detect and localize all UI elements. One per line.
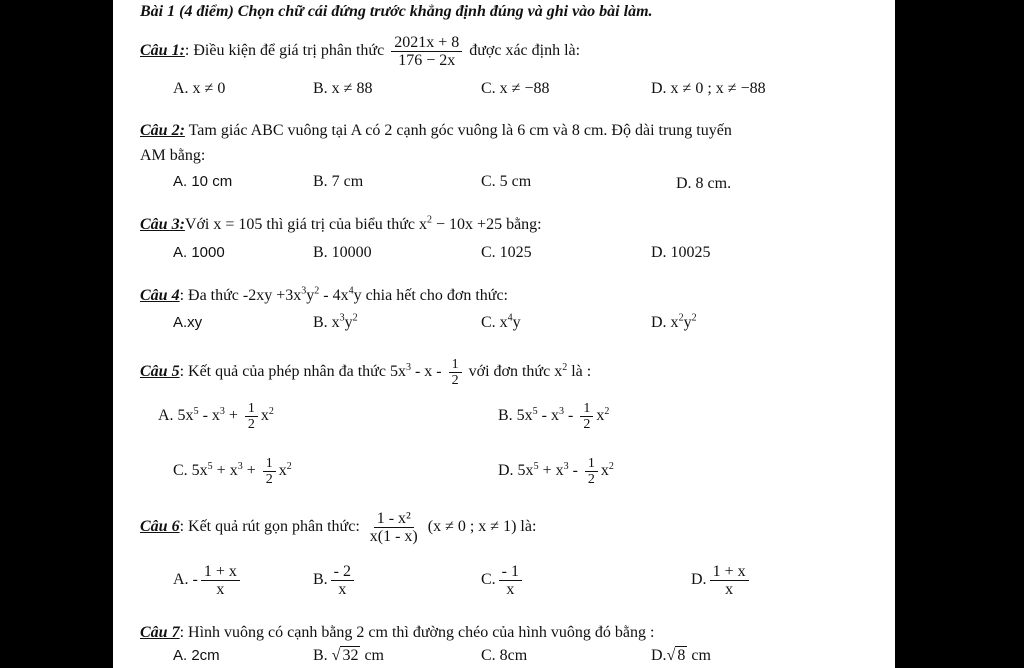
question-1-text: : Điều kiện để giá trị phân thức bbox=[184, 42, 385, 60]
q7-option-a: A. 2cm bbox=[173, 647, 220, 664]
q3-option-b: B. 10000 bbox=[313, 244, 372, 261]
q1-option-c: C. x ≠ −88 bbox=[481, 80, 550, 97]
q4-option-c: C. $x^4y$ bbox=[481, 312, 521, 331]
question-7: Câu 7: Hình vuông có cạnh bằng 2 cm thì đường chéo của hình vuông đó bằng : bbox=[140, 624, 655, 641]
question-5-label: Câu 5 bbox=[140, 363, 180, 381]
q5-option-b: B. $5x^5 - x^3$ - $\frac{1}{2}$ $x^2$ bbox=[498, 401, 610, 432]
question-3: Câu 3:Với x = 105 thì giá trị của biểu thức $x^2 - 10x +25$ bằng: bbox=[140, 214, 542, 233]
question-6-fraction: $\frac{\text{1 - x²}}{x(1 - x)}$ bbox=[369, 510, 418, 545]
q1-option-a: A. x ≠ 0 bbox=[173, 80, 226, 97]
question-5-fraction: $\frac{1}{2}$ bbox=[449, 357, 462, 388]
question-1-fraction: $\frac{2021x + 8}{176 - 2x}$ bbox=[391, 34, 462, 69]
q5-option-c: C. $5x^5 + x^3$ + $\frac{1}{2}$ $x^2$ bbox=[173, 456, 292, 487]
q2-option-c: C. 5 cm bbox=[481, 173, 532, 190]
q4-option-b: B. $x^3y^2$ bbox=[313, 312, 358, 331]
q2-option-a: A. 10 cm bbox=[173, 173, 233, 190]
q2-option-d: D. 8 cm. bbox=[676, 175, 732, 192]
question-6-label: Câu 6 bbox=[140, 518, 180, 536]
q7-option-d: D.√ 8 cm bbox=[651, 647, 711, 664]
q4-option-a: A.xy bbox=[173, 314, 203, 331]
question-2 bbox=[140, 121, 732, 141]
q4-option-d: D. $x^2y^2$ bbox=[651, 312, 697, 331]
q3-option-a: A. 1000 bbox=[173, 244, 225, 261]
q3-option-d: D. 10025 bbox=[651, 244, 711, 261]
question-2-text: Tam giác ABC vuông tại A có 2 cạnh góc vuông là 6 cm và 8 cm. Độ dài trung tuyến bbox=[184, 122, 732, 139]
sqrt-symbol: √ 32 bbox=[331, 647, 359, 664]
q5-option-d: D. $5x^5 + x^3$ - $\frac{1}{2}$ $x^2$ bbox=[498, 456, 614, 487]
question-4: Câu 4: Đa thức $-2xy +3x^3y^2 - 4x^4y$ chia hết cho đơn thức: bbox=[140, 285, 508, 304]
document-page bbox=[113, 0, 895, 668]
q2-option-b: B. 7 cm bbox=[313, 173, 364, 190]
question-4-label: Câu 4 bbox=[140, 287, 180, 304]
question-1-label: Câu 1: bbox=[140, 42, 185, 60]
question-2-text-line2: AM bằng: bbox=[140, 147, 206, 164]
question-2-label: Câu 2: bbox=[140, 122, 185, 139]
question-3-label: Câu 3: bbox=[140, 216, 185, 233]
question-7-label: Câu 7 bbox=[140, 624, 180, 641]
q1-option-d: D. x ≠ 0 ; x ≠ −88 bbox=[651, 80, 766, 97]
question-6: Câu 6: Kết quả rút gọn phân thức: $\frac{\text{1 - x²}}{x(1 - x)}$ (x ≠ 0 ; x ≠ 1) là: bbox=[140, 510, 537, 545]
q5-option-a: A. $5x^5 - x^3$ + $\frac{1}{2}$ $x^2$ bbox=[158, 401, 274, 432]
question-1-text-end: được xác định là: bbox=[469, 42, 581, 60]
q7-option-b: B. √ 32 cm bbox=[313, 647, 384, 664]
exercise-title: Bài 1 (4 điểm) Chọn chữ cái đứng trước khẳng định đúng và ghi vào bài làm. bbox=[140, 3, 653, 20]
q1-option-b: B. x ≠ 88 bbox=[313, 80, 373, 97]
q6-option-d: D. $\frac{1 + x}{x}$ bbox=[691, 563, 752, 598]
q3-option-c: C. 1025 bbox=[481, 244, 532, 261]
q6-option-b: B. $\frac{- 2}{x}$ bbox=[313, 563, 357, 598]
sqrt-symbol: √ 8 bbox=[666, 647, 686, 664]
question-5: Câu 5: Kết quả của phép nhân đa thức $5x^3$ - x - $\frac{1}{2}$ với đơn thức $x^2$ là : bbox=[140, 357, 592, 388]
question-1 bbox=[140, 34, 580, 69]
q6-option-c: C. $\frac{- 1}{x}$ bbox=[481, 563, 525, 598]
q7-option-c: C. 8cm bbox=[481, 647, 528, 664]
q6-option-a: A. - $\frac{1 + x}{x}$ bbox=[173, 563, 243, 598]
